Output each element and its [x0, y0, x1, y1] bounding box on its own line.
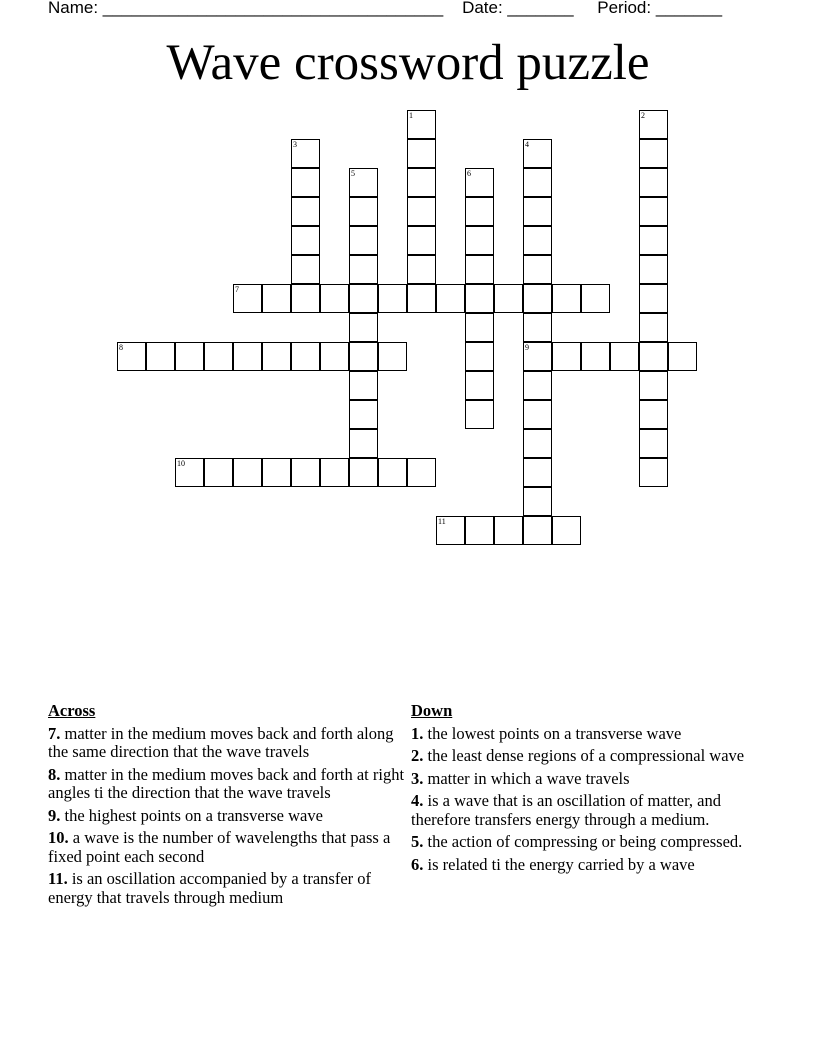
cell-number: 8 [119, 343, 123, 352]
crossword-cell[interactable] [523, 487, 552, 516]
crossword-cell[interactable] [349, 371, 378, 400]
crossword-cell[interactable] [407, 139, 436, 168]
crossword-cell[interactable] [175, 342, 204, 371]
cell-number: 11 [438, 517, 446, 526]
crossword-cell[interactable] [320, 458, 349, 487]
crossword-cell[interactable] [407, 168, 436, 197]
cell-number: 4 [525, 140, 529, 149]
clue-number: 7. [48, 723, 61, 743]
crossword-cell[interactable] [320, 284, 349, 313]
clue-down-5 [411, 833, 756, 852]
crossword-cell[interactable] [291, 197, 320, 226]
crossword-cell[interactable] [407, 110, 436, 139]
crossword-cell[interactable] [291, 284, 320, 313]
period-field[interactable]: Period: _______ [597, 0, 723, 17]
crossword-cell[interactable] [146, 342, 175, 371]
clue-text: matter in which a wave travels [423, 768, 630, 788]
crossword-cell[interactable] [465, 168, 494, 197]
crossword-cell[interactable] [523, 429, 552, 458]
crossword-cell[interactable] [465, 226, 494, 255]
clue-number: 8. [48, 764, 61, 784]
crossword-cell[interactable] [581, 342, 610, 371]
crossword-cell[interactable] [407, 284, 436, 313]
clue-text: matter in the medium moves back and forth along the same direction that the wave travels [48, 723, 394, 761]
crossword-cell[interactable] [349, 197, 378, 226]
clue-number: 4. [411, 791, 424, 810]
clue-across-9 [48, 807, 408, 826]
crossword-cell[interactable] [552, 516, 581, 545]
crossword-cell[interactable] [436, 284, 465, 313]
crossword-cell[interactable] [639, 197, 668, 226]
clue-number: 3. [411, 768, 424, 788]
crossword-cell[interactable] [233, 342, 262, 371]
crossword-cell[interactable] [523, 371, 552, 400]
crossword-cell[interactable] [639, 429, 668, 458]
across-clues [48, 702, 408, 911]
page-title: Wave crossword puzzle [166, 35, 650, 91]
clue-text: is a wave that is an oscillation of matter, and therefore transfers energy through a medium. [411, 791, 722, 829]
crossword-cell[interactable] [465, 197, 494, 226]
clue-down-3 [411, 770, 756, 789]
clue-number: 6. [411, 854, 424, 874]
crossword-cell[interactable] [262, 342, 291, 371]
crossword-cell[interactable] [175, 458, 204, 487]
crossword-cell[interactable] [610, 342, 639, 371]
clue-across-11 [48, 870, 408, 907]
crossword-cell[interactable] [349, 400, 378, 429]
clue-text: is related ti the energy carried by a wave [423, 854, 695, 874]
crossword-cell[interactable] [523, 342, 552, 371]
crossword-cell[interactable] [291, 139, 320, 168]
crossword-cell[interactable] [639, 255, 668, 284]
clue-across-7 [48, 725, 408, 762]
crossword-cell[interactable] [639, 284, 668, 313]
clue-down-6 [411, 856, 756, 875]
crossword-cell[interactable] [523, 168, 552, 197]
crossword-cell[interactable] [523, 139, 552, 168]
crossword-cell[interactable] [639, 226, 668, 255]
clue-text: the action of compressing or being compressed. [423, 832, 743, 851]
clue-number: 5. [411, 832, 424, 851]
crossword-cell[interactable] [523, 255, 552, 284]
crossword-cell[interactable] [581, 284, 610, 313]
crossword-cell[interactable] [523, 197, 552, 226]
clue-number: 11. [48, 869, 68, 888]
name-field[interactable]: Name: ____________________________________ [48, 0, 444, 17]
crossword-cell[interactable] [436, 516, 465, 545]
clue-across-8 [48, 766, 408, 803]
crossword-cell[interactable] [349, 284, 378, 313]
crossword-cell[interactable] [639, 168, 668, 197]
crossword-cell[interactable] [262, 284, 291, 313]
crossword-cell[interactable] [465, 516, 494, 545]
crossword-cell[interactable] [349, 255, 378, 284]
crossword-cell[interactable] [291, 168, 320, 197]
across-heading: Across [48, 701, 96, 720]
cell-number: 10 [177, 459, 185, 468]
crossword-cell[interactable] [117, 342, 146, 371]
crossword-cell[interactable] [378, 342, 407, 371]
clue-down-2 [411, 747, 756, 766]
clue-number: 10. [48, 828, 69, 847]
crossword-cell[interactable] [639, 458, 668, 487]
crossword-cell[interactable] [639, 139, 668, 168]
crossword-cell[interactable] [552, 342, 581, 371]
crossword-cell[interactable] [465, 342, 494, 371]
crossword-cell[interactable] [262, 458, 291, 487]
crossword-cell[interactable] [552, 284, 581, 313]
crossword-cell[interactable] [465, 400, 494, 429]
clue-number: 9. [48, 805, 61, 825]
crossword-cell[interactable] [407, 255, 436, 284]
clue-text: a wave is the number of wavelengths that pass a fixed point each second [48, 828, 391, 866]
cell-number: 9 [525, 343, 529, 352]
crossword-cell[interactable] [523, 458, 552, 487]
crossword-cell[interactable] [523, 516, 552, 545]
crossword-cell[interactable] [523, 313, 552, 342]
clue-down-1 [411, 725, 756, 744]
crossword-cell[interactable] [291, 342, 320, 371]
crossword-cell[interactable] [349, 168, 378, 197]
clue-text: matter in the medium moves back and forth at right angles ti the direction that the wave travels [48, 764, 405, 802]
crossword-cell[interactable] [407, 226, 436, 255]
crossword-cell[interactable] [639, 342, 668, 371]
crossword-cell[interactable] [320, 342, 349, 371]
crossword-cell[interactable] [494, 516, 523, 545]
crossword-cell[interactable] [291, 255, 320, 284]
crossword-cell[interactable] [523, 400, 552, 429]
down-heading: Down [411, 701, 453, 720]
crossword-cell[interactable] [291, 458, 320, 487]
crossword-cell[interactable] [465, 284, 494, 313]
crossword-cell[interactable] [639, 400, 668, 429]
crossword-cell[interactable] [523, 284, 552, 313]
cell-number: 3 [293, 140, 297, 149]
clue-text: the least dense regions of a compressional wave [423, 746, 745, 765]
crossword-cell[interactable] [204, 342, 233, 371]
crossword-cell[interactable] [378, 458, 407, 487]
clue-across-10 [48, 829, 408, 866]
crossword-cell[interactable] [639, 371, 668, 400]
crossword-cell[interactable] [407, 458, 436, 487]
clue-number: 2. [411, 746, 424, 765]
cell-number: 2 [641, 111, 645, 120]
clue-text: the lowest points on a transverse wave [423, 723, 682, 743]
clue-number: 1. [411, 723, 424, 743]
crossword-cell[interactable] [204, 458, 233, 487]
crossword-cell[interactable] [639, 110, 668, 139]
crossword-cell[interactable] [291, 226, 320, 255]
date-field[interactable]: Date: _______ [462, 0, 574, 17]
crossword-cell[interactable] [465, 371, 494, 400]
crossword-cell[interactable] [465, 313, 494, 342]
crossword-cell[interactable] [349, 313, 378, 342]
cell-number: 1 [409, 111, 413, 120]
crossword-cell[interactable] [349, 429, 378, 458]
clue-text: the highest points on a transverse wave [60, 805, 323, 825]
crossword-cell[interactable] [639, 313, 668, 342]
clue-text: is an oscillation accompanied by a transfer of energy that travels through medium [48, 869, 372, 907]
crossword-cell[interactable] [378, 284, 407, 313]
cell-number: 6 [467, 169, 471, 178]
crossword-cell[interactable] [494, 284, 523, 313]
crossword-cell[interactable] [668, 342, 697, 371]
cell-number: 7 [235, 285, 239, 294]
crossword-cell[interactable] [349, 342, 378, 371]
crossword-cell[interactable] [349, 226, 378, 255]
crossword-cell[interactable] [465, 255, 494, 284]
crossword-cell[interactable] [407, 197, 436, 226]
crossword-cell[interactable] [233, 458, 262, 487]
crossword-cell[interactable] [523, 226, 552, 255]
crossword-cell[interactable] [233, 284, 262, 313]
crossword-cell[interactable] [349, 458, 378, 487]
cell-number: 5 [351, 169, 355, 178]
down-clues [411, 702, 756, 878]
clue-down-4 [411, 792, 756, 829]
